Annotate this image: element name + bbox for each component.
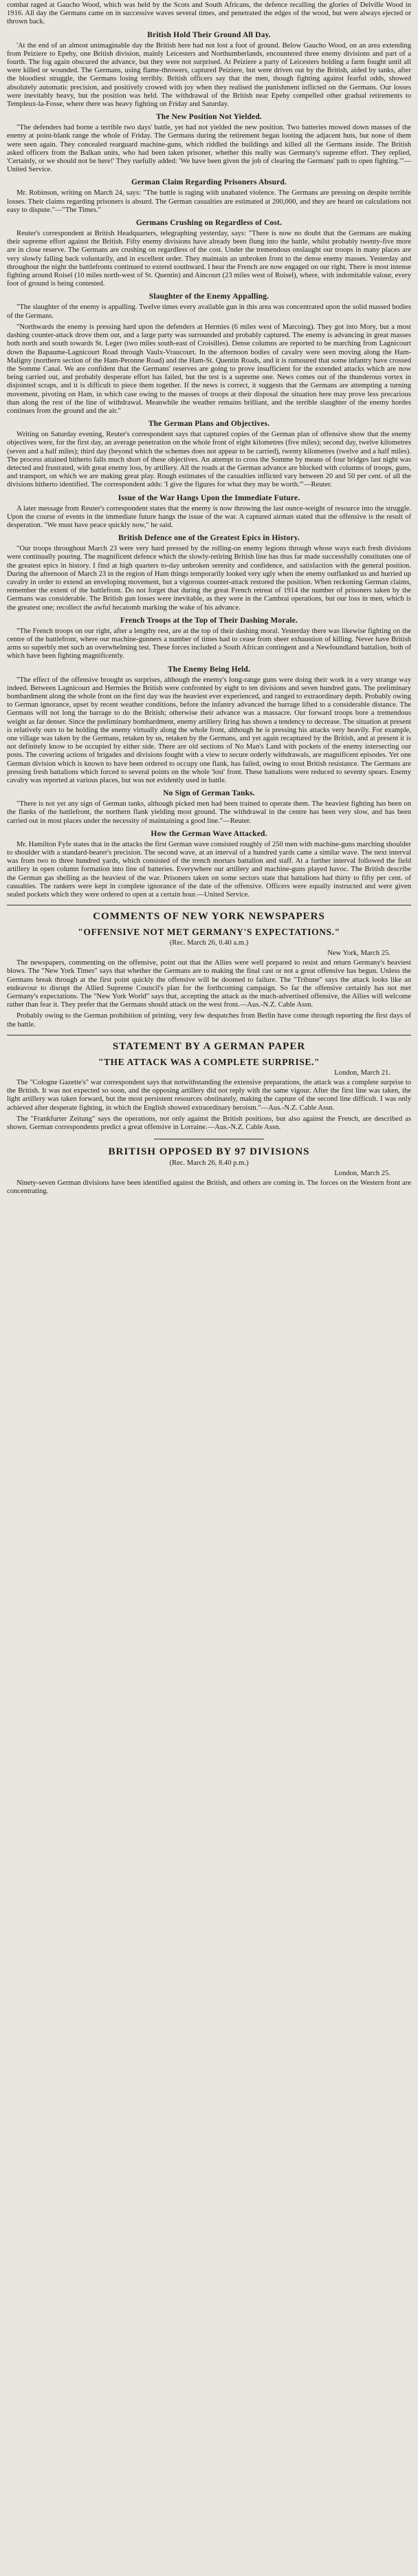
article-paragraph: "The defenders had borne a terrible two days' battle, yet had not yielded the new position. Two batteries mowed down masses of the enemy at point-blank range the whole of Friday. The Germans during the retirement began looting the adjacent huts, but none of them were seen again. They concealed rearguard machine-guns, which riddled the buildings and killed all the Germans inside. The British asked officers from the Balkan units, who had been taken prisoner, whether this really was Germany's supreme effort. They replied, 'Certainly, or we should not be here!' They ruefully added: 'We have been given the job of clearing the Germans' path to open fighting.'"—United Service. — [7, 124, 411, 174]
article-paragraph: "Northwards the enemy is pressing hard upon the defenders at Hermies (6 miles west of Marcoing). They got into Mory, but a most dashing counter-attack drove them out, and a large party was surrounded and probably captured. The enemy is advancing in great masses both north and south towards St. Leger (two miles south-east of Croisilles). Dense columns are reported to be marching from Lagnicourt down the Bapaume-Lagnicourt Road through Vaulx-Vraucourt. In the afternoon bodies of cavalry were seen moving along the Ham-Maligny (northern section of the Ham-Peronne Road) and the Ham-St. Quentin Roads, and it is rumoured that some infantry have crossed the Somme Canal. We are confident that the Germans' reserves are going to prove insufficient for the extended attacks which are now being carried out, and probably desperate effort has failed, but the test is a supreme one. News comes out of the thunderous vortex in disjointed scraps, and it is difficult to piece them together. If the news is correct, it suggests that the Germans are attempting a turning movement, pivoting on Ham, in which case owing to the masses of troops at their disposal the situation here may prove less precarious than along the rest of the line of withdrawal. Meanwhile the weather remains brilliant, and the terrible slaughter of the enemy hordes continues from the ground and the air." — [7, 323, 411, 415]
article-paragraph: 'At the end of an almost unimaginable day the British here had not lost a foot of ground. Below Gaucho Wood, on an area extending from Peiziere to Epehy, one British division, mainly Leicesters and Northumberlands, encountered three enemy divisions and part of a fourth. The fog again obscured the advance, but they were not surprised. At Peiziere a party of Leicesters holding a farm fought until all were killed or wounded. The Germans, using flame-throwers, captured Peiziere, but were driven out by the British, aided by tanks, after the bloodiest struggle, the Germans losing terribly. British officers say that the men, though fighting against fearful odds, showed absolutely automatic precision, and positively crowed with joy when they realised the punishment inflicted on the Germans. Our losses were inevitably heavy, but the position was held. The withdrawal of the British near Epehy compelled other gradual retirements to Templeux-la-Fosse, where there was heavy fighting on Friday and Saturday. — [7, 41, 411, 109]
subheading-the-new-position-not-yielded: The New Position Not Yielded. — [156, 113, 262, 122]
subheading-the-enemy-being-held: The Enemy Being Held. — [167, 665, 250, 674]
article-paragraph: Writing on Saturday evening, Reuter's correspondent says that captured copies of the German plan of offensive show that the enemy objectives were, for the first day, an average penetration on the whole front of eight kilometres (five miles); second day, twelve kilometres (seven and a half miles); third day (beyond which the schemes does not appear to be carried), twenty kilometres (twelve and a half miles). The process attained hitherto falls much short of these objectives. An attempt to cross the Somme by means of four bridges last night was detected and frustrated, with great enemy loss, by artillery. All the roads at the German advance are blocked with columns of troops, guns, and transport, on which we are making great play. Rough estimates of the casualties inflicted vary between 20 and 50 per cent. of all the divisions hitherto identified. The correspondent adds: 'I give the figures for what they may be worth.'"—Reuter. — [7, 431, 411, 489]
subheading-british-defence-one-of-the-greatest-epic: British Defence one of the Greatest Epics in History. — [118, 534, 300, 543]
article-paragraph: "There is not yet any sign of German tanks, although picked men had been trained to operate them. The heaviest fighting has been on the flanks of the battlefront, the northern flank yielding most ground. The withdrawal in the centre has been very slow, and has been carried out in most places under the necessity of maintaining a good line."—Reuter. — [7, 800, 411, 825]
subheading-british-hold-their-ground-all-day: British Hold Their Ground All Day. — [147, 30, 271, 39]
article-paragraph: The "Cologne Gazette's" war correspondent says that notwithstanding the extensive preparations, the attack was a complete surprise to the British. It was not expected so soon, and the opposing artillery did not reply with the same vigour. After the first line was taken, the light artillery was taken forward, but the most persistent resources obstinately, making the capture of the second line difficult. I was only achieved after desperate fighting, in which the English showed extraordinary heroism."—Aus.-N.Z. Cable Assn. — [7, 1078, 411, 1112]
article-paragraph: Mr. Robinson, writing on March 24, says: "The battle is raging with unabated violence. The Germans are pressing on despite terrible losses. Their claims regarding prisoners is absurd. The German casualties are estimated at 200,000, and they are heard on calculations not easy to dispute."—"The Times." — [7, 189, 411, 214]
dateline: London, March 21. — [334, 1069, 390, 1077]
article-paragraph: combat raged at Gaucho Wood, which was held by the Scots and South Africans, the defence recalling the glories of Delville Wood in 1916. All day the Germans came on in successive waves several times, and penetrated the edges of the wood, but were always ejected or thrown back. — [7, 1, 411, 26]
section-banner-comments-of-new-york-newspapers: COMMENTS OF NEW YORK NEWSPAPERS — [93, 911, 325, 923]
article-paragraph: Reuter's correspondent at British Headquarters, telegraphing yesterday, says: "There is now no doubt that the Germans are making their supreme effort against the British. Fifty enemy divisions have already been flung into the battle, whilst probably twenty-five more are in close reserve. The Germans are crushing on regardless of the cost. Under the tremendous onslaught our troops in many places are very slowly falling back voluntarily, and in excellent order. They maintain an unbroken front to the dense enemy masses. Yesterday and throughout the night the battlefronts continued to extend southward. I hear the French are now engaged on our right. There is most intense fighting around Roisel (10 miles north-west of St. Quentin) and Aincourt (23 miles west of Roisel), where, with indomitable valour, every foot of ground is being contested. — [7, 230, 411, 288]
received-timestamp: (Rec. March 26, 8.40 p.m.) — [169, 1159, 249, 1168]
received-timestamp: (Rec. March 26, 0.40 a.m.) — [169, 939, 249, 947]
article-paragraph: Ninety-seven German divisions have been identified against the British, and others are coming in. The forces on the Western front are concentrating. — [7, 1179, 411, 1196]
subheading-the-german-plans-and-objectives: The German Plans and Objectives. — [148, 420, 270, 429]
subheading-german-claim-regarding-prisoners-absurd: German Claim Regarding Prisoners Absurd. — [131, 178, 287, 187]
section-banner-british-opposed-by-97-divisions: BRITISH OPPOSED BY 97 DIVISIONS — [108, 1146, 310, 1158]
subheading-issue-of-the-war-hangs-upon-the-immediat: Issue of the War Hangs Upon the Immediate Future. — [118, 493, 300, 502]
article-paragraph: "The slaughter of the enemy is appalling. Twelve times every available gun in this area was concentrated upon the solid massed bodies of the Germans. — [7, 303, 411, 320]
subheading-slaughter-of-the-enemy-appalling: Slaughter of the Enemy Appalling. — [148, 292, 270, 301]
subheading-french-troops-at-the-top-of-their-dashin: French Troops at the Top of Their Dashing Morale. — [120, 616, 298, 625]
article-paragraph: Probably owing to the German prohibition of printing, very few despatches from Berlin have come through reporting the first days of the battle. — [7, 1012, 411, 1029]
newspaper-page — [3, 0, 415, 1196]
dateline: London, March 25. — [334, 1170, 390, 1178]
section-banner-statement-by-a-german-paper: STATEMENT BY A GERMAN PAPER — [112, 1040, 306, 1052]
dateline: New York, March 25. — [327, 949, 390, 958]
article-paragraph: "Our troops throughout March 23 were very hard pressed by the rolling-on enemy legions through whose ways each fresh divisions were continually pouring. The magnificent defence which the slowly-retiring British line has thus far made successfully constitutes one of the greatest epics in history. I find at high quarters to-day unbroken serenity and confidence, and satisfaction with the general position. During the afternoon of March 23 in the region of Ham things temporarily looked very ugly when the enemy outflanked us and hurried up cavalry in order to extend an enveloping movement, but a vigorous counter-attack restored the position. When reckoning German claims, remember the extent of the battlefront. Do not forget that during the great French retreat of 1914 the number of prisoners taken by the Germans was considerable. The British gun losses were inevitable, as they were in the Cambrai operations, but our loss in men, which is the greatest one; recollect the awful hecatomb marking the wake of his advance. — [7, 545, 411, 612]
article-paragraph: The "Frankfurter Zeitung" says the operations, not only against the British positions, but also against the French, are described as shown. German correspondents predict a great offensive in Lorraine.—Aus.-N.Z. Cable Assn. — [7, 1115, 411, 1131]
section-headline: "THE ATTACK WAS A COMPLETE SURPRISE." — [98, 1056, 320, 1067]
article-paragraph: "The effect of the offensive brought us surprises, although the enemy's long-range guns were doing their work in a very strange way indeed. Between Lagnicourt and Hermies the British were confronted by eight to ten divisions and seven hundred guns. The preliminary bombardment along the whole front on the first day was the heaviest ever experienced, and ranged to extraordinary depth. Probably owing to German ignorance, upset by recent weather conditions, before the infantry advanced the barrage lifted to a considerable distance. The Germans will not long the barrage to do the British; otherwise their advance was a massacre. Our forward troops bore a tremendous weight as far denser. Since the preliminary bombardment, enemy artillery firing has shown a tendency to decrease. The situation at present is relatively ours to be holding the enemy virtually along the whole front, although he is pressing his attacks very heavily. For example, one village was taken by the Germans, retaken by us, retaken by the Germans, and yet again recaptured by the British, and at present it is not definitely know to be occupied by either side. There are old sections of No Man's Land with pockets of the enemy intersecting our posts. The covering actions of brigades and divisions fought with a view to secure orderly withdrawals, are magnificent episodes. Yet one German division which is known to have been ordered to occupy one flank, has failed, owing to stout British resistance. The Germans are pressing fresh battalions which forced to several points on the whole 'lost' front. These battalions were reduced to seventy spears. Enemy cavalry was reported at various places, but was not evidently used in battle. — [7, 676, 411, 785]
subheading-how-the-german-wave-attacked: How the German Wave Attacked. — [151, 829, 267, 838]
subheading-no-sign-of-german-tanks: No Sign of German Tanks. — [163, 789, 255, 798]
article-paragraph: Mr. Hamilton Fyfe states that in the attacks the first German wave consisted roughly of 250 men with machine-guns marching shoulder to shoulder with a standard-bearer's precision. The second wave, at an interval of a hundred yards came a similar wave. The next interval was from two to three hundred yards, which consisted of the trench mortars battalion and staff. At a further interval followed the field artillery in open column formation into line of batteries. Everywhere our artillery and machine-guns played havoc. The British describe the German gas shelling as the heaviest of the war. Prisoners taken on some sectors state that battalions had thirty to fifty per cent. of casualties. The rankers were kept in complete ignorance of the date of the offensive. Officers were equally instructed and were given sealed pockets which they were ordered to open at a certain hour.—United Service. — [7, 840, 411, 899]
article-paragraph: A later message from Reuter's correspondent states that the enemy is now throwing the last ounce-weight of resource into the struggle. Upon the course of events in the immediate future hangs the issue of the war. A captured airman stated that the offensive is the result of desperation. "We must have peace quickly now," he said. — [7, 504, 411, 529]
subheading-germans-crushing-on-regardless-of-cost: Germans Crushing on Regardless of Cost. — [135, 219, 283, 228]
article-paragraph: "The French troops on our right, after a lengthy rest, are at the top of their dashing moral. Yesterday there was likewise fighting on the centre of the battlefront, where our machine-gunners a number of times had to cease from sheer exhaustion of killing. Never have British arms so superbly met such an overwhelming test. These forces included a South African contingent and a Newfoundland battalion, both of which have been fighting magnificently. — [7, 627, 411, 661]
article-paragraph: The newspapers, commenting on the offensive, point out that the Allies were well prepared to resist and return Germany's heaviest blows. The "New York Times" says that whether the Germans are to making the final cast or not a great offensive has begun. Unless the Germans break through at the first point quickly the offensive will be doomed to failure. The "Tribune" says the attack looks like an endeavour to disrupt the Allied Supreme Council's plan for the forthcoming campaign. So far the offensive certainly has not met Germany's expectations. The "New York World" says that, accepting the attack as the much-advertised offensive, the Allies will welcome rather than fear it. They prefer that the Germans should attack on the west front.—Aus.-N.Z. Cable Assn. — [7, 959, 411, 1009]
section-headline: "OFFENSIVE NOT MET GERMANY'S EXPECTATIONS." — [78, 927, 340, 938]
